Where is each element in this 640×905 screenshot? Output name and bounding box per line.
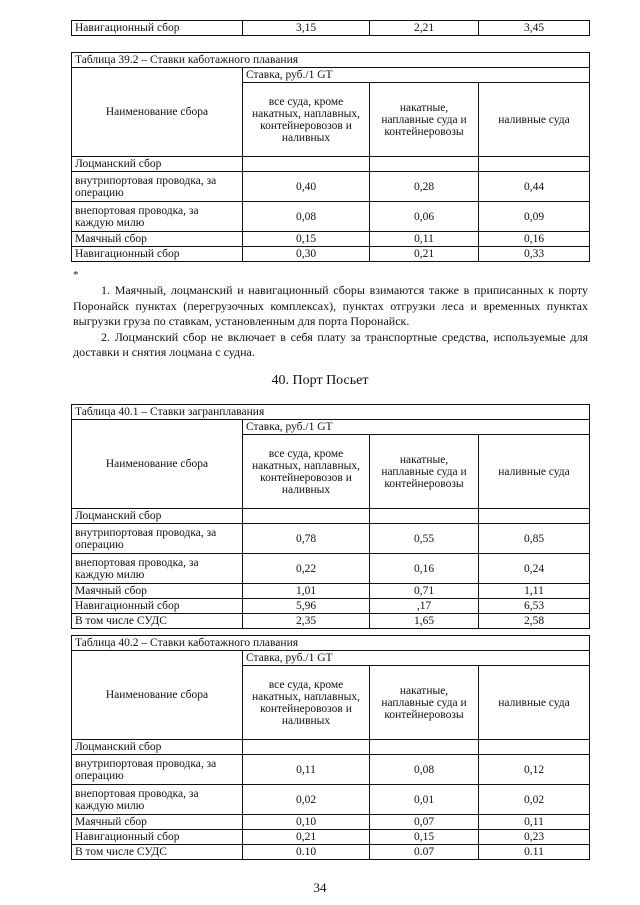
table-row bbox=[72, 202, 590, 232]
table-40-1 bbox=[71, 404, 590, 629]
table-caption: Таблица 40.2 – Ставки каботажного плавания bbox=[72, 636, 590, 651]
cell-value: 3,45 bbox=[479, 21, 590, 36]
cell-value: 0,40 bbox=[243, 172, 370, 202]
table-row bbox=[72, 614, 590, 629]
cell-value: 1,01 bbox=[243, 584, 370, 599]
row-label: внутрипортовая проводка, за операцию bbox=[72, 755, 243, 785]
cell-value: 0,71 bbox=[370, 584, 479, 599]
cell-value: 0,33 bbox=[479, 247, 590, 262]
rate-header: Ставка, руб./1 GT bbox=[243, 68, 590, 83]
column-header: накатные, наплавные суда и контейнеровозы bbox=[370, 666, 479, 740]
cell-value: 0,55 bbox=[370, 524, 479, 554]
cell-value: 0,85 bbox=[479, 524, 590, 554]
row-label: Маячный сбор bbox=[72, 584, 243, 599]
cell-value: 0,11 bbox=[370, 232, 479, 247]
cell-value: 0,06 bbox=[370, 202, 479, 232]
table-row bbox=[72, 584, 590, 599]
group-label: Лоцманский сбор bbox=[72, 157, 243, 172]
table-row bbox=[72, 524, 590, 554]
cell-value: ,17 bbox=[370, 599, 479, 614]
cell-value: 0,08 bbox=[243, 202, 370, 232]
cell-value: 5,96 bbox=[243, 599, 370, 614]
table-row bbox=[72, 845, 590, 860]
table-row bbox=[72, 755, 590, 785]
cell-value: 0,24 bbox=[479, 554, 590, 584]
table-caption: Таблица 40.1 – Ставки загранплавания bbox=[72, 405, 590, 420]
table-header-row bbox=[72, 420, 590, 435]
table-row bbox=[72, 172, 590, 202]
row-label: Маячный сбор bbox=[72, 815, 243, 830]
table-row bbox=[72, 509, 590, 524]
table-caption-row bbox=[72, 53, 590, 68]
page-number: 34 bbox=[313, 880, 327, 895]
footnote-marker: * bbox=[73, 269, 79, 281]
cell-value: 0,15 bbox=[370, 830, 479, 845]
cell-value: 3,15 bbox=[243, 21, 370, 36]
table-row bbox=[72, 785, 590, 815]
cell-value: 2,58 bbox=[479, 614, 590, 629]
cell-value: 0.07 bbox=[370, 845, 479, 860]
section-title: 40. Порт Посьет bbox=[271, 373, 369, 388]
column-header: накатные, наплавные суда и контейнеровозы bbox=[370, 435, 479, 509]
row-label: Маячный сбор bbox=[72, 232, 243, 247]
table-caption-row bbox=[72, 636, 590, 651]
table-caption-row bbox=[72, 405, 590, 420]
cell-value: 0,21 bbox=[243, 830, 370, 845]
cell-value: 0,02 bbox=[243, 785, 370, 815]
row-label: внепортовая проводка, за каждую милю bbox=[72, 785, 243, 815]
table-row bbox=[72, 599, 590, 614]
cell-value: 0,21 bbox=[370, 247, 479, 262]
table-header-row bbox=[72, 68, 590, 83]
row-label: Навигационный сбор bbox=[72, 599, 243, 614]
cell-value: 1,65 bbox=[370, 614, 479, 629]
table-header-row bbox=[72, 651, 590, 666]
table-row bbox=[72, 740, 590, 755]
cell-value: 0,09 bbox=[479, 202, 590, 232]
cell-value: 0,15 bbox=[243, 232, 370, 247]
column-header: накатные, наплавные суда и контейнеровозы bbox=[370, 83, 479, 157]
column-header: наливные суда bbox=[479, 83, 590, 157]
row-label: внутрипортовая проводка, за операцию bbox=[72, 524, 243, 554]
cell-value: 0.11 bbox=[479, 845, 590, 860]
cell-value: 0,10 bbox=[243, 815, 370, 830]
cell-value: 0,02 bbox=[479, 785, 590, 815]
cell-value: 2,35 bbox=[243, 614, 370, 629]
table-row bbox=[72, 554, 590, 584]
top-fragment-table bbox=[71, 20, 590, 36]
table-row bbox=[72, 247, 590, 262]
cell-value: 0,07 bbox=[370, 815, 479, 830]
table-40-2 bbox=[71, 635, 590, 860]
cell-value: 0,22 bbox=[243, 554, 370, 584]
cell-value: 1,11 bbox=[479, 584, 590, 599]
column-header: наливные суда bbox=[479, 666, 590, 740]
name-header: Наименование сбора bbox=[72, 420, 243, 509]
cell-value: 0,44 bbox=[479, 172, 590, 202]
cell-value: 0,08 bbox=[370, 755, 479, 785]
row-label: Навигационный сбор bbox=[72, 247, 243, 262]
table-row bbox=[72, 232, 590, 247]
cell-value: 0,11 bbox=[243, 755, 370, 785]
cell-value: 0,16 bbox=[479, 232, 590, 247]
footnote-item: 2. Лоцманский сбор не включает в себя плату за транспортные средства, используемые для доставки и снятия лоцмана с судна. bbox=[73, 329, 588, 359]
group-label: Лоцманский сбор bbox=[72, 509, 243, 524]
rate-header: Ставка, руб./1 GT bbox=[243, 420, 590, 435]
table-row bbox=[72, 21, 590, 36]
row-label: Навигационный сбор bbox=[72, 830, 243, 845]
cell-value: 0,12 bbox=[479, 755, 590, 785]
cell-value: 0,01 bbox=[370, 785, 479, 815]
cell-value: 0,30 bbox=[243, 247, 370, 262]
column-header: наливные суда bbox=[479, 435, 590, 509]
name-header: Наименование сбора bbox=[72, 68, 243, 157]
row-label: В том числе СУДС bbox=[72, 845, 243, 860]
cell-value: 0,11 bbox=[479, 815, 590, 830]
row-label: В том числе СУДС bbox=[72, 614, 243, 629]
row-label: Навигационный сбор bbox=[72, 21, 243, 36]
footnote-item: 1. Маячный, лоцманский и навигационный сборы взимаются также в приписанных к порту Поронайск пунктах (перегрузочных комплексах), пунктах отгрузки леса и временных пунктах выгрузки груза по ставкам, установленным для порта Поронайск. bbox=[73, 283, 588, 328]
row-label: внепортовая проводка, за каждую милю bbox=[72, 202, 243, 232]
footnotes bbox=[73, 283, 588, 361]
group-label: Лоцманский сбор bbox=[72, 740, 243, 755]
table-caption: Таблица 39.2 – Ставки каботажного плавания bbox=[72, 53, 590, 68]
column-header: все суда, кроме накатных, наплавных, контейнеровозов и наливных bbox=[243, 83, 370, 157]
table-row bbox=[72, 157, 590, 172]
column-header: все суда, кроме накатных, наплавных, контейнеровозов и наливных bbox=[243, 666, 370, 740]
cell-value: 6,53 bbox=[479, 599, 590, 614]
cell-value: 0,16 bbox=[370, 554, 479, 584]
table-39-2 bbox=[71, 52, 590, 262]
cell-value: 0,23 bbox=[479, 830, 590, 845]
cell-value: 0,28 bbox=[370, 172, 479, 202]
table-row bbox=[72, 815, 590, 830]
column-header: все суда, кроме накатных, наплавных, контейнеровозов и наливных bbox=[243, 435, 370, 509]
rate-header: Ставка, руб./1 GT bbox=[243, 651, 590, 666]
table-row bbox=[72, 830, 590, 845]
name-header: Наименование сбора bbox=[72, 651, 243, 740]
cell-value: 0,78 bbox=[243, 524, 370, 554]
cell-value: 0.10 bbox=[243, 845, 370, 860]
row-label: внепортовая проводка, за каждую милю bbox=[72, 554, 243, 584]
row-label: внутрипортовая проводка, за операцию bbox=[72, 172, 243, 202]
cell-value: 2,21 bbox=[370, 21, 479, 36]
